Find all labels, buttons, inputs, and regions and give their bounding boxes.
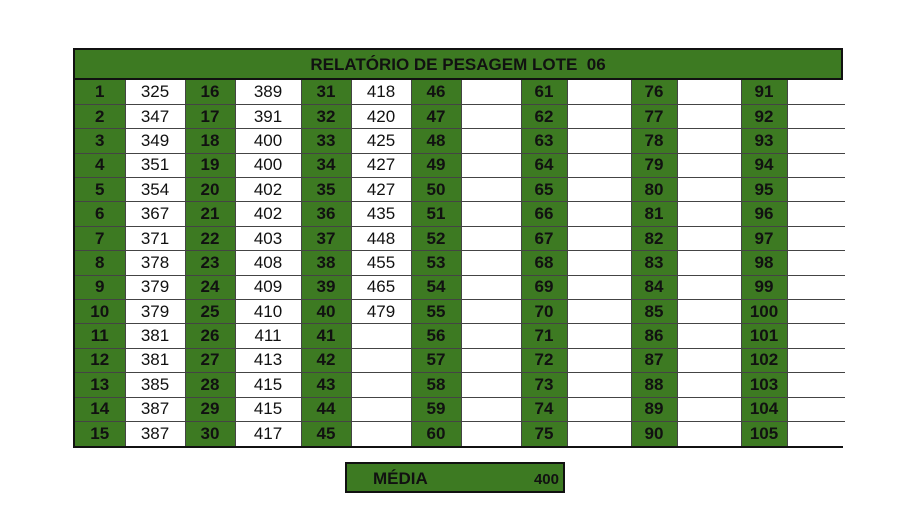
weight-cell[interactable]	[677, 397, 741, 421]
animal-number-cell: 97	[741, 226, 787, 250]
animal-number-cell: 92	[741, 104, 787, 128]
weight-cell[interactable]	[461, 202, 521, 226]
weight-cell[interactable]	[677, 104, 741, 128]
animal-number-cell: 103	[741, 373, 787, 397]
weight-cell[interactable]	[787, 129, 845, 153]
animal-number-cell: 10	[75, 300, 125, 324]
weight-cell[interactable]	[787, 421, 845, 445]
weight-cell[interactable]: 391	[235, 104, 301, 128]
animal-number-cell: 81	[631, 202, 677, 226]
weight-cell[interactable]	[461, 300, 521, 324]
weight-cell[interactable]	[567, 129, 631, 153]
average-value: 400	[533, 471, 559, 488]
animal-number-cell: 86	[631, 324, 677, 348]
animal-number-cell: 104	[741, 397, 787, 421]
animal-number-cell: 55	[411, 300, 461, 324]
weight-cell[interactable]	[677, 275, 741, 299]
animal-number-cell: 59	[411, 397, 461, 421]
weight-cell[interactable]: 378	[125, 251, 185, 275]
weight-cell[interactable]: 400	[235, 153, 301, 177]
weight-cell[interactable]: 400	[235, 129, 301, 153]
weight-cell[interactable]	[461, 373, 521, 397]
animal-number-cell: 25	[185, 300, 235, 324]
weight-cell[interactable]	[787, 397, 845, 421]
weight-cell[interactable]	[567, 300, 631, 324]
weight-cell[interactable]	[677, 300, 741, 324]
weight-cell[interactable]	[567, 153, 631, 177]
weight-cell[interactable]: 415	[235, 397, 301, 421]
animal-number-cell: 21	[185, 202, 235, 226]
weight-cell[interactable]	[461, 226, 521, 250]
animal-number-cell: 37	[301, 226, 351, 250]
animal-number-cell: 80	[631, 178, 677, 202]
weight-cell[interactable]	[787, 226, 845, 250]
animal-number-cell: 61	[521, 80, 567, 104]
table-row	[75, 178, 845, 202]
weight-cell[interactable]	[461, 421, 521, 445]
animal-number-cell: 79	[631, 153, 677, 177]
animal-number-cell: 101	[741, 324, 787, 348]
weight-cell[interactable]	[787, 300, 845, 324]
animal-number-cell: 4	[75, 153, 125, 177]
animal-number-cell: 28	[185, 373, 235, 397]
animal-number-cell: 58	[411, 373, 461, 397]
animal-number-cell: 14	[75, 397, 125, 421]
table-row	[75, 202, 845, 226]
animal-number-cell: 1	[75, 80, 125, 104]
animal-number-cell: 77	[631, 104, 677, 128]
animal-number-cell: 54	[411, 275, 461, 299]
animal-number-cell: 82	[631, 226, 677, 250]
weight-cell[interactable]: 435	[351, 202, 411, 226]
weight-cell[interactable]	[351, 421, 411, 445]
weight-cell[interactable]: 413	[235, 348, 301, 372]
weight-cell[interactable]: 408	[235, 251, 301, 275]
animal-number-cell: 41	[301, 324, 351, 348]
animal-number-cell: 50	[411, 178, 461, 202]
animal-number-cell: 38	[301, 251, 351, 275]
weight-cell[interactable]	[567, 348, 631, 372]
weight-cell[interactable]: 455	[351, 251, 411, 275]
weight-cell[interactable]: 402	[235, 202, 301, 226]
table-row	[75, 397, 845, 421]
animal-number-cell: 16	[185, 80, 235, 104]
animal-number-cell: 102	[741, 348, 787, 372]
table-row	[75, 348, 845, 372]
weight-cell[interactable]: 379	[125, 275, 185, 299]
weight-cell[interactable]	[567, 421, 631, 445]
animal-number-cell: 27	[185, 348, 235, 372]
weight-cell[interactable]: 347	[125, 104, 185, 128]
weight-cell[interactable]: 381	[125, 348, 185, 372]
weight-cell[interactable]	[567, 324, 631, 348]
weight-cell[interactable]: 448	[351, 226, 411, 250]
table-row	[75, 104, 845, 128]
animal-number-cell: 8	[75, 251, 125, 275]
weight-cell[interactable]	[461, 251, 521, 275]
weight-cell[interactable]	[677, 348, 741, 372]
weight-cell[interactable]	[787, 275, 845, 299]
weight-cell[interactable]: 379	[125, 300, 185, 324]
animal-number-cell: 29	[185, 397, 235, 421]
animal-number-cell: 48	[411, 129, 461, 153]
animal-number-cell: 43	[301, 373, 351, 397]
animal-number-cell: 78	[631, 129, 677, 153]
animal-number-cell: 75	[521, 421, 567, 445]
animal-number-cell: 66	[521, 202, 567, 226]
animal-number-cell: 100	[741, 300, 787, 324]
animal-number-cell: 85	[631, 300, 677, 324]
animal-number-cell: 39	[301, 275, 351, 299]
animal-number-cell: 30	[185, 421, 235, 445]
animal-number-cell: 72	[521, 348, 567, 372]
weight-cell[interactable]	[567, 226, 631, 250]
weight-cell[interactable]	[677, 178, 741, 202]
animal-number-cell: 89	[631, 397, 677, 421]
weight-cell[interactable]	[787, 373, 845, 397]
animal-number-cell: 53	[411, 251, 461, 275]
table-row	[75, 373, 845, 397]
animal-number-cell: 68	[521, 251, 567, 275]
weight-cell[interactable]: 389	[235, 80, 301, 104]
animal-number-cell: 57	[411, 348, 461, 372]
weight-cell[interactable]: 415	[235, 373, 301, 397]
weight-cell[interactable]	[787, 178, 845, 202]
animal-number-cell: 90	[631, 421, 677, 445]
table-row	[75, 129, 845, 153]
animal-number-cell: 33	[301, 129, 351, 153]
animal-number-cell: 11	[75, 324, 125, 348]
weight-cell[interactable]	[787, 348, 845, 372]
table-row	[75, 226, 845, 250]
animal-number-cell: 51	[411, 202, 461, 226]
animal-number-cell: 70	[521, 300, 567, 324]
weight-cell[interactable]: 367	[125, 202, 185, 226]
animal-number-cell: 7	[75, 226, 125, 250]
weight-cell[interactable]	[677, 153, 741, 177]
animal-number-cell: 44	[301, 397, 351, 421]
weight-cell[interactable]: 371	[125, 226, 185, 250]
animal-number-cell: 31	[301, 80, 351, 104]
weight-cell[interactable]	[351, 348, 411, 372]
weight-cell[interactable]	[677, 421, 741, 445]
animal-number-cell: 32	[301, 104, 351, 128]
animal-number-cell: 56	[411, 324, 461, 348]
weighing-table	[75, 80, 845, 446]
animal-number-cell: 62	[521, 104, 567, 128]
animal-number-cell: 67	[521, 226, 567, 250]
average-label: MÉDIA	[373, 469, 428, 488]
weight-cell[interactable]	[787, 153, 845, 177]
animal-number-cell: 76	[631, 80, 677, 104]
weight-cell[interactable]	[461, 348, 521, 372]
weight-cell[interactable]: 387	[125, 421, 185, 445]
weight-cell[interactable]: 417	[235, 421, 301, 445]
animal-number-cell: 12	[75, 348, 125, 372]
animal-number-cell: 34	[301, 153, 351, 177]
animal-number-cell: 88	[631, 373, 677, 397]
animal-number-cell: 40	[301, 300, 351, 324]
animal-number-cell: 91	[741, 80, 787, 104]
animal-number-cell: 52	[411, 226, 461, 250]
animal-number-cell: 20	[185, 178, 235, 202]
weight-cell[interactable]	[677, 373, 741, 397]
weight-cell[interactable]	[461, 324, 521, 348]
weight-cell[interactable]	[567, 202, 631, 226]
animal-number-cell: 74	[521, 397, 567, 421]
animal-number-cell: 69	[521, 275, 567, 299]
animal-number-cell: 13	[75, 373, 125, 397]
animal-number-cell: 24	[185, 275, 235, 299]
animal-number-cell: 73	[521, 373, 567, 397]
animal-number-cell: 22	[185, 226, 235, 250]
weight-cell[interactable]: 420	[351, 104, 411, 128]
weight-cell[interactable]	[567, 80, 631, 104]
weight-cell[interactable]	[461, 129, 521, 153]
weight-cell[interactable]	[677, 251, 741, 275]
weight-cell[interactable]: 465	[351, 275, 411, 299]
table-row	[75, 324, 845, 348]
animal-number-cell: 95	[741, 178, 787, 202]
animal-number-cell: 17	[185, 104, 235, 128]
animal-number-cell: 6	[75, 202, 125, 226]
weight-cell[interactable]: 402	[235, 178, 301, 202]
weight-cell[interactable]	[677, 129, 741, 153]
report-title: RELATÓRIO DE PESAGEM LOTE 06	[75, 50, 841, 80]
animal-number-cell: 36	[301, 202, 351, 226]
weight-cell[interactable]	[787, 324, 845, 348]
table-row	[75, 300, 845, 324]
weight-cell[interactable]: 479	[351, 300, 411, 324]
animal-number-cell: 42	[301, 348, 351, 372]
weight-cell[interactable]: 325	[125, 80, 185, 104]
weight-cell[interactable]	[677, 80, 741, 104]
animal-number-cell: 35	[301, 178, 351, 202]
weight-cell[interactable]	[351, 397, 411, 421]
weight-cell[interactable]	[787, 251, 845, 275]
weight-cell[interactable]	[351, 373, 411, 397]
weight-cell[interactable]	[787, 80, 845, 104]
animal-number-cell: 94	[741, 153, 787, 177]
animal-number-cell: 64	[521, 153, 567, 177]
animal-number-cell: 26	[185, 324, 235, 348]
animal-number-cell: 87	[631, 348, 677, 372]
weight-cell[interactable]: 403	[235, 226, 301, 250]
animal-number-cell: 47	[411, 104, 461, 128]
animal-number-cell: 23	[185, 251, 235, 275]
animal-number-cell: 98	[741, 251, 787, 275]
animal-number-cell: 5	[75, 178, 125, 202]
animal-number-cell: 45	[301, 421, 351, 445]
weight-cell[interactable]	[787, 202, 845, 226]
weight-cell[interactable]	[567, 104, 631, 128]
table-row	[75, 80, 845, 104]
weight-cell[interactable]: 425	[351, 129, 411, 153]
weight-cell[interactable]	[461, 104, 521, 128]
weight-cell[interactable]: 427	[351, 178, 411, 202]
weight-cell[interactable]	[461, 178, 521, 202]
weight-cell[interactable]	[567, 373, 631, 397]
weighing-report-sheet	[73, 48, 843, 448]
animal-number-cell: 99	[741, 275, 787, 299]
weight-cell[interactable]: 351	[125, 153, 185, 177]
weight-cell[interactable]	[677, 324, 741, 348]
weight-cell[interactable]	[567, 397, 631, 421]
weight-cell[interactable]	[677, 226, 741, 250]
table-row	[75, 153, 845, 177]
weight-cell[interactable]: 410	[235, 300, 301, 324]
weight-cell[interactable]: 381	[125, 324, 185, 348]
weighing-table-body	[75, 80, 845, 446]
animal-number-cell: 19	[185, 153, 235, 177]
animal-number-cell: 49	[411, 153, 461, 177]
weight-cell[interactable]	[461, 153, 521, 177]
weight-cell[interactable]	[351, 324, 411, 348]
weight-cell[interactable]	[461, 397, 521, 421]
weight-cell[interactable]: 385	[125, 373, 185, 397]
weight-cell[interactable]	[567, 251, 631, 275]
animal-number-cell: 93	[741, 129, 787, 153]
weight-cell[interactable]: 427	[351, 153, 411, 177]
weight-cell[interactable]: 409	[235, 275, 301, 299]
animal-number-cell: 71	[521, 324, 567, 348]
weight-cell[interactable]	[461, 80, 521, 104]
animal-number-cell: 2	[75, 104, 125, 128]
weight-cell[interactable]	[567, 275, 631, 299]
animal-number-cell: 63	[521, 129, 567, 153]
weight-cell[interactable]	[567, 178, 631, 202]
animal-number-cell: 15	[75, 421, 125, 445]
animal-number-cell: 46	[411, 80, 461, 104]
animal-number-cell: 83	[631, 251, 677, 275]
table-row	[75, 275, 845, 299]
table-row	[75, 251, 845, 275]
table-row	[75, 421, 845, 445]
average-box	[345, 462, 565, 493]
animal-number-cell: 9	[75, 275, 125, 299]
weight-cell[interactable]: 418	[351, 80, 411, 104]
animal-number-cell: 60	[411, 421, 461, 445]
weight-cell[interactable]	[787, 104, 845, 128]
animal-number-cell: 65	[521, 178, 567, 202]
weight-cell[interactable]: 349	[125, 129, 185, 153]
weight-cell[interactable]	[677, 202, 741, 226]
animal-number-cell: 96	[741, 202, 787, 226]
animal-number-cell: 3	[75, 129, 125, 153]
animal-number-cell: 18	[185, 129, 235, 153]
weight-cell[interactable]: 387	[125, 397, 185, 421]
weight-cell[interactable]	[461, 275, 521, 299]
weight-cell[interactable]: 354	[125, 178, 185, 202]
animal-number-cell: 105	[741, 421, 787, 445]
animal-number-cell: 84	[631, 275, 677, 299]
weight-cell[interactable]: 411	[235, 324, 301, 348]
